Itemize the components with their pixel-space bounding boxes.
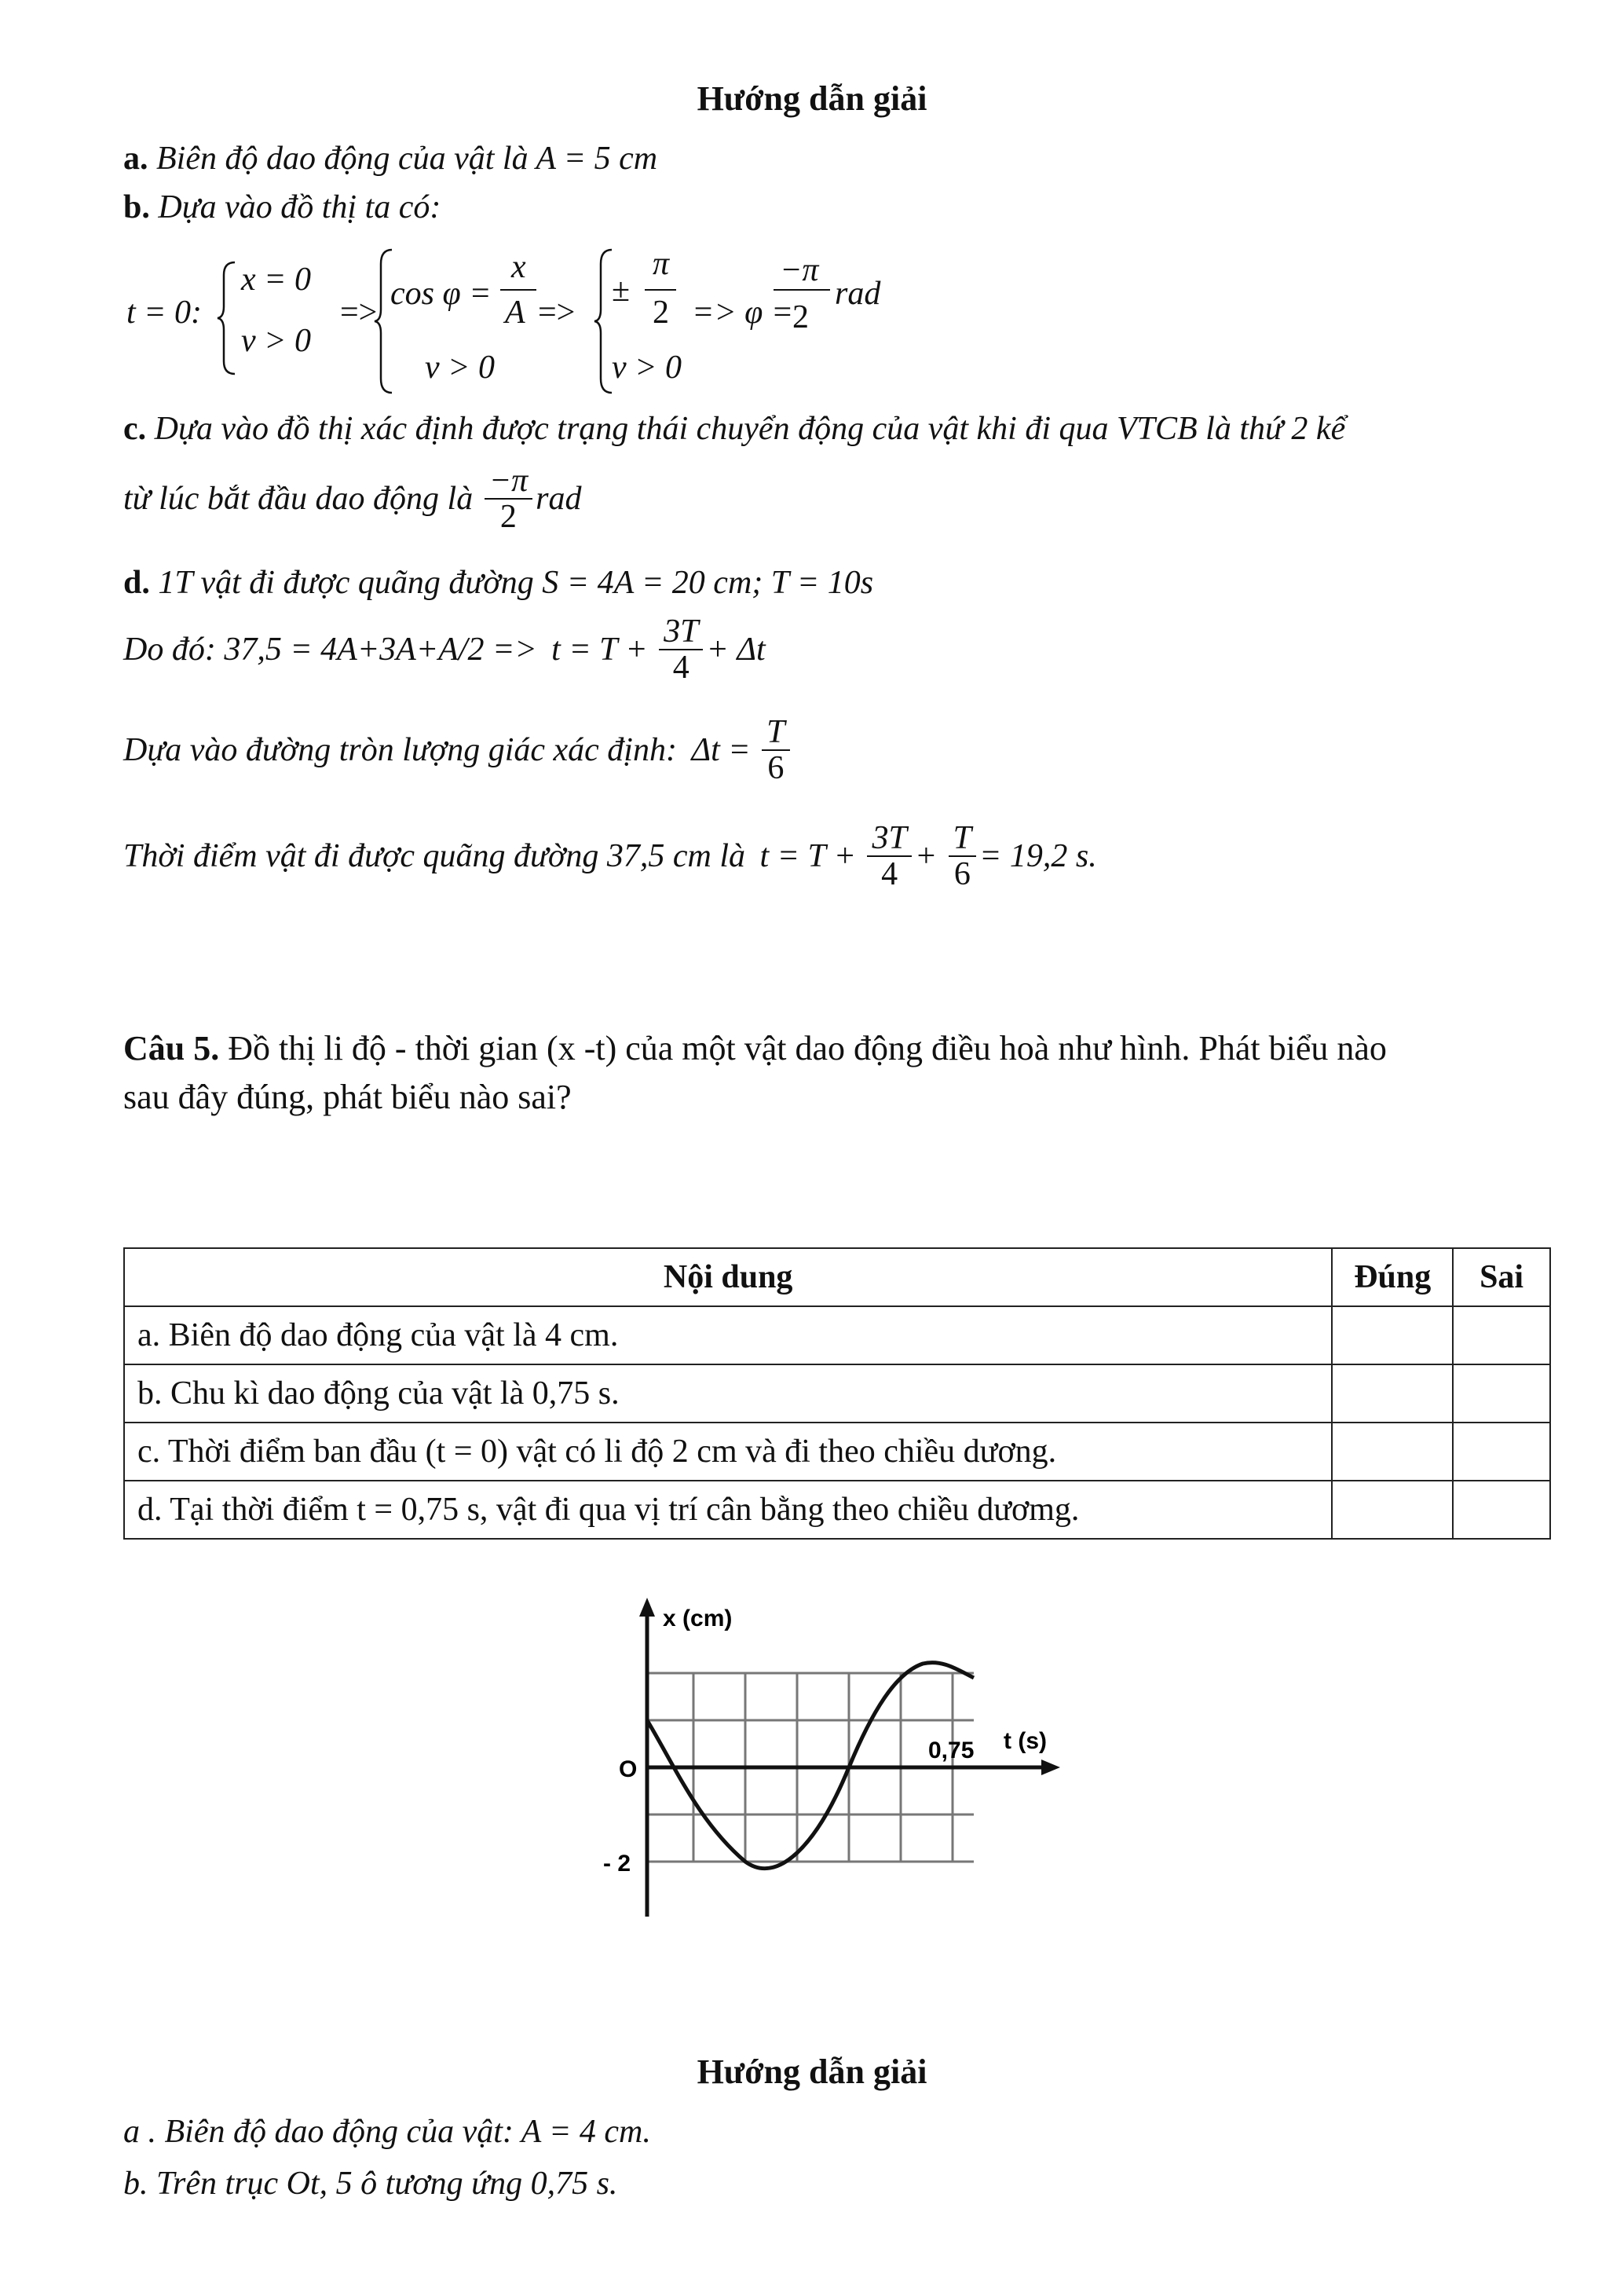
t-tick-label: 0,75 [928, 1738, 975, 1763]
header-false: Sai [1453, 1248, 1550, 1306]
answer-true-cell[interactable] [1332, 1364, 1453, 1423]
table-row [124, 1481, 1550, 1539]
solution2-item-a: a . Biên độ dao động của vật: A = 4 cm. [123, 2114, 651, 2150]
answer-true-cell[interactable] [1332, 1423, 1453, 1481]
answer-true-cell[interactable] [1332, 1306, 1453, 1364]
header-content: Nội dung [124, 1248, 1332, 1306]
statement-a: a. Biên độ dao động của vật là 4 cm. [124, 1306, 1332, 1364]
left-brace-2 [373, 247, 397, 396]
y-axis-label: x (cm) [663, 1606, 733, 1631]
answer-false-cell[interactable] [1453, 1423, 1550, 1481]
solution-heading-2: Hướng dẫn giải [697, 2052, 927, 2091]
solution1-item-a: a. Biên độ dao động của vật là A = 5 cm [123, 141, 658, 177]
table-row [124, 1423, 1550, 1481]
table-row [124, 1306, 1550, 1364]
solution1-item-c-cont: từ lúc bắt đầu dao động là $\frac{-\pi}{2}$ rad [123, 463, 582, 536]
header-true: Đúng [1332, 1248, 1453, 1306]
table-row [124, 1364, 1550, 1423]
question5-text: Câu 5. Đồ thị li độ - thời gian (x -t) của một vật dao động điều hoà như hình. Phát biểu nào sau đây đúng, phát biểu nào sai? [123, 1029, 1387, 1116]
table-header-row [124, 1248, 1550, 1306]
solution-heading-1: Hướng dẫn giải [697, 79, 927, 118]
statement-b: b. Chu kì dao động của vật là 0,75 s. [124, 1364, 1332, 1423]
x-axis-label: t (s) [1004, 1728, 1047, 1754]
t-arrow-icon [1041, 1760, 1060, 1775]
solution1-item-d-line2: Do đó: 37,5 = 4A+3A+A/2 => t = T + $\frac{3T}{4}$ + Δt [123, 613, 766, 687]
solution1-item-c: c. Dựa vào đồ thị xác định được trạng thái chuyển động của vật khi đi qua VTCB là thứ 2 kể [123, 411, 1346, 447]
answer-true-cell[interactable] [1332, 1481, 1453, 1539]
answer-false-cell[interactable] [1453, 1364, 1550, 1423]
left-brace-1 [216, 259, 240, 377]
statement-d: d. Tại thời điểm t = 0,75 s, vật đi qua vị trí cân bằng theo chiều dươmg. [124, 1481, 1332, 1539]
solution1-item-d: d. 1T vật đi được quãng đường S = 4A = 20 cm; T = 10s [123, 565, 874, 601]
question5-table [123, 1247, 1551, 1540]
solution2-item-b: b. Trên trục Ot, 5 ô tương ứng 0,75 s. [123, 2166, 618, 2202]
neg-tick-label: - 2 [603, 1851, 631, 1877]
statement-c: c. Thời điểm ban đầu (t = 0) vật có li độ 2 cm và đi theo chiều dương. [124, 1423, 1332, 1481]
solution1-item-d-line3: Dựa vào đường tròn lượng giác xác định: Δt = $\frac{T}{6}$ [123, 715, 793, 785]
solution1-item-d-line4: Thời điểm vật đi được quãng đường 37,5 cm là t = T + $\frac{3T}{4}$ + $\frac{T}{6}$ = 19,2 s. [123, 820, 1097, 893]
answer-false-cell[interactable] [1453, 1306, 1550, 1364]
phase-equation-system: t = 0: x = 0 v > 0 => cos φ = x A => v > 0 ± π 2 => φ = −π 2 rad v > 0 [123, 244, 987, 401]
y-arrow-icon [639, 1598, 655, 1617]
answer-false-cell[interactable] [1453, 1481, 1550, 1539]
displacement-time-graph [581, 1587, 1084, 1932]
solution1-item-b: b. Dựa vào đồ thị ta có: [123, 189, 441, 225]
origin-label: O [619, 1756, 638, 1782]
